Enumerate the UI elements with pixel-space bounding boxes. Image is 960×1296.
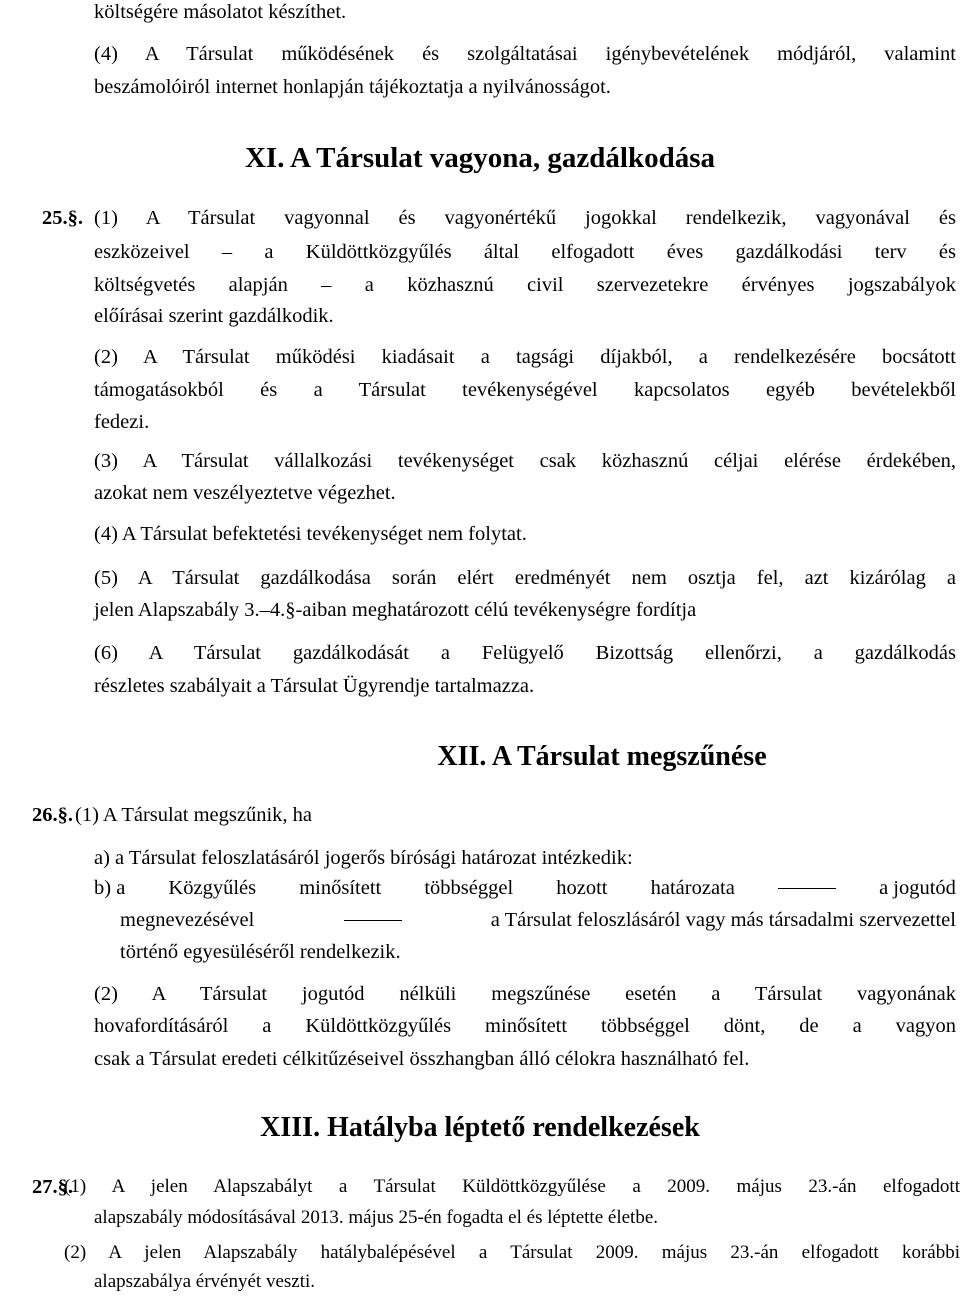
text-line: csak a Társulat eredeti célkitűzéseivel összhangban álló célokra használható fel. (94, 1048, 750, 1070)
long-dash (778, 888, 836, 889)
word: hozott (556, 877, 608, 899)
list-item: a) a Társulat feloszlatásáról jogerős bírósági határozat intézkedik: (94, 847, 633, 869)
section-heading: XII. A Társulat megszűnése (437, 741, 767, 772)
paragraph-number-text: 26.§. (32, 804, 73, 826)
paragraph-number-text: 25.§. (42, 207, 83, 229)
list-item-continuation (120, 910, 956, 931)
text-line: beszámolóiról internet honlapján tájékoztatja a nyilvánosságot. (94, 76, 611, 98)
text-line: előírásai szerint gazdálkodik. (94, 305, 334, 327)
text-line: (2) A Társulat jogutód nélküli megszűnése esetén a Társulat vagyonának (94, 983, 956, 1005)
word: a jogutód (879, 877, 956, 899)
text-line: alapszabály módosításával 2013. május 25-én fogadta el és léptette életbe. (94, 1207, 658, 1228)
section-heading: XIII. Hatályba léptető rendelkezések (260, 1112, 700, 1143)
word: a Társulat feloszlásáról vagy más társadalmi szervezettel (490, 909, 956, 931)
text-line: (1) A jelen Alapszabályt a Társulat Küldöttközgyűlése a 2009. május 23.-án elfogadott (64, 1176, 960, 1197)
text-line: (1) A Társulat megszűnik, ha (75, 804, 313, 826)
text-line: eszközeivel – a Küldöttközgyűlés által elfogadott éves gazdálkodási terv és (94, 241, 956, 263)
text-line: (2) A Társulat működési kiadásait a tagsági díjakból, a rendelkezésére bocsátott (94, 346, 956, 368)
text-line: (6) A Társulat gazdálkodását a Felügyelő Bizottság ellenőrzi, a gazdálkodás (94, 642, 956, 664)
paragraph-number-text: 27.§. (32, 1176, 73, 1198)
paragraph-number (42, 208, 83, 229)
text-line: alapszabálya érvényét veszti. (94, 1271, 316, 1292)
word: Közgyűlés (168, 877, 257, 899)
section-heading: XI. A Társulat vagyona, gazdálkodása (244, 142, 716, 174)
text-line: (4) A Társulat működésének és szolgáltatásai igénybevételének módjáról, valamint (94, 43, 956, 65)
long-dash (344, 920, 402, 921)
text-line: költségvetés alapján – a közhasznú civil szervezetekre érvényes jogszabályok (94, 274, 956, 296)
paragraph-number (32, 805, 73, 826)
word: megnevezésével (120, 909, 255, 931)
word: b) a (94, 877, 126, 899)
text-line: azokat nem veszélyeztetve végezhet. (94, 482, 396, 504)
word: határozata (650, 877, 735, 899)
text-line: támogatásokból és a Társulat tevékenységével kapcsolatos egyéb bevételekből (94, 379, 956, 401)
text-line: (2) A jelen Alapszabály hatálybalépésével a Társulat 2009. május 23.-án elfogadott korábbi (64, 1242, 960, 1263)
list-item (94, 878, 956, 899)
text-line: (4) A Társulat befektetési tevékenységet nem folytat. (94, 523, 527, 545)
text-line: költségére másolatot készíthet. (94, 1, 347, 23)
text-line: részletes szabályait a Társulat Ügyrendje tartalmazza. (94, 675, 535, 697)
text-line: (5) A Társulat gazdálkodása során elért eredményét nem osztja fel, azt kizárólag a (94, 567, 956, 589)
text-line: (1) A Társulat vagyonnal és vagyonértékű jogokkal rendelkezik, vagyonával és (94, 207, 956, 229)
text-line: (3) A Társulat vállalkozási tevékenységet csak közhasznú céljai elérése érdekében, (94, 450, 956, 472)
text-line: jelen Alapszabály 3.–4.§-aiban meghatározott célú tevékenységre fordítja (94, 599, 697, 621)
list-item-continuation: történő egyesüléséről rendelkezik. (120, 941, 401, 963)
text-line: hovafordításáról a Küldöttközgyűlés minősített többséggel dönt, de a vagyon (94, 1015, 956, 1037)
word: többséggel (424, 877, 514, 899)
text-line: fedezi. (94, 411, 150, 433)
word: minősített (299, 877, 382, 899)
